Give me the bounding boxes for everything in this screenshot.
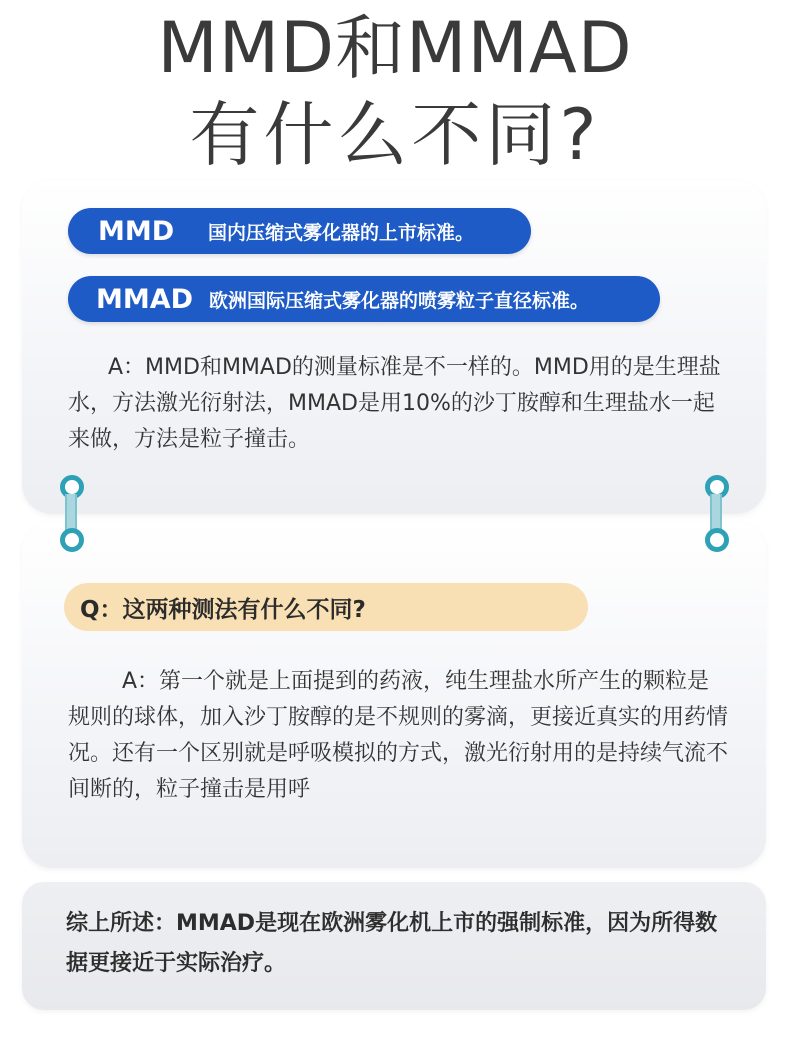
- mmad-definition-pill: [68, 276, 660, 322]
- summary-text: 综上所述：MMAD是现在欧洲雾化机上市的强制标准，因为所得数据更接近于实际治疗。: [66, 911, 718, 976]
- page-title-line2: 有什么不同?: [189, 94, 601, 176]
- mmad-label: MMAD: [96, 283, 194, 315]
- mmd-description: 国内压缩式雾化器的上市标准。: [208, 221, 475, 244]
- mmd-label: MMD: [98, 215, 175, 247]
- mmad-description: 欧洲国际压缩式雾化器的喷雾粒子直径标准。: [209, 289, 590, 312]
- page-title-line1: MMD和MMAD: [157, 7, 633, 89]
- connector-ring-bottom-right: [705, 528, 729, 552]
- answer-paragraph-1: A：MMD和MMAD的测量标准是不一样的。MMD用的是生理盐水，方法激光衍射法，MMAD是用10%的沙丁胺醇和生理盐水一起来做，方法是粒子撞击。: [68, 355, 721, 452]
- mmd-definition-pill: [68, 208, 531, 254]
- answer-paragraph-2: A：第一个就是上面提到的药液，纯生理盐水所产生的颗粒是规则的球体，加入沙丁胺醇的是不规则的雾滴，更接近真实的用药情况。还有一个区别就是呼吸模拟的方式，激光衍射用的是持续气流不间断的，粒子撞击是用呼: [68, 669, 729, 802]
- connector-ring-bottom-left: [60, 528, 84, 552]
- question-pill: Q：这两种测法有什么不同?: [64, 583, 588, 631]
